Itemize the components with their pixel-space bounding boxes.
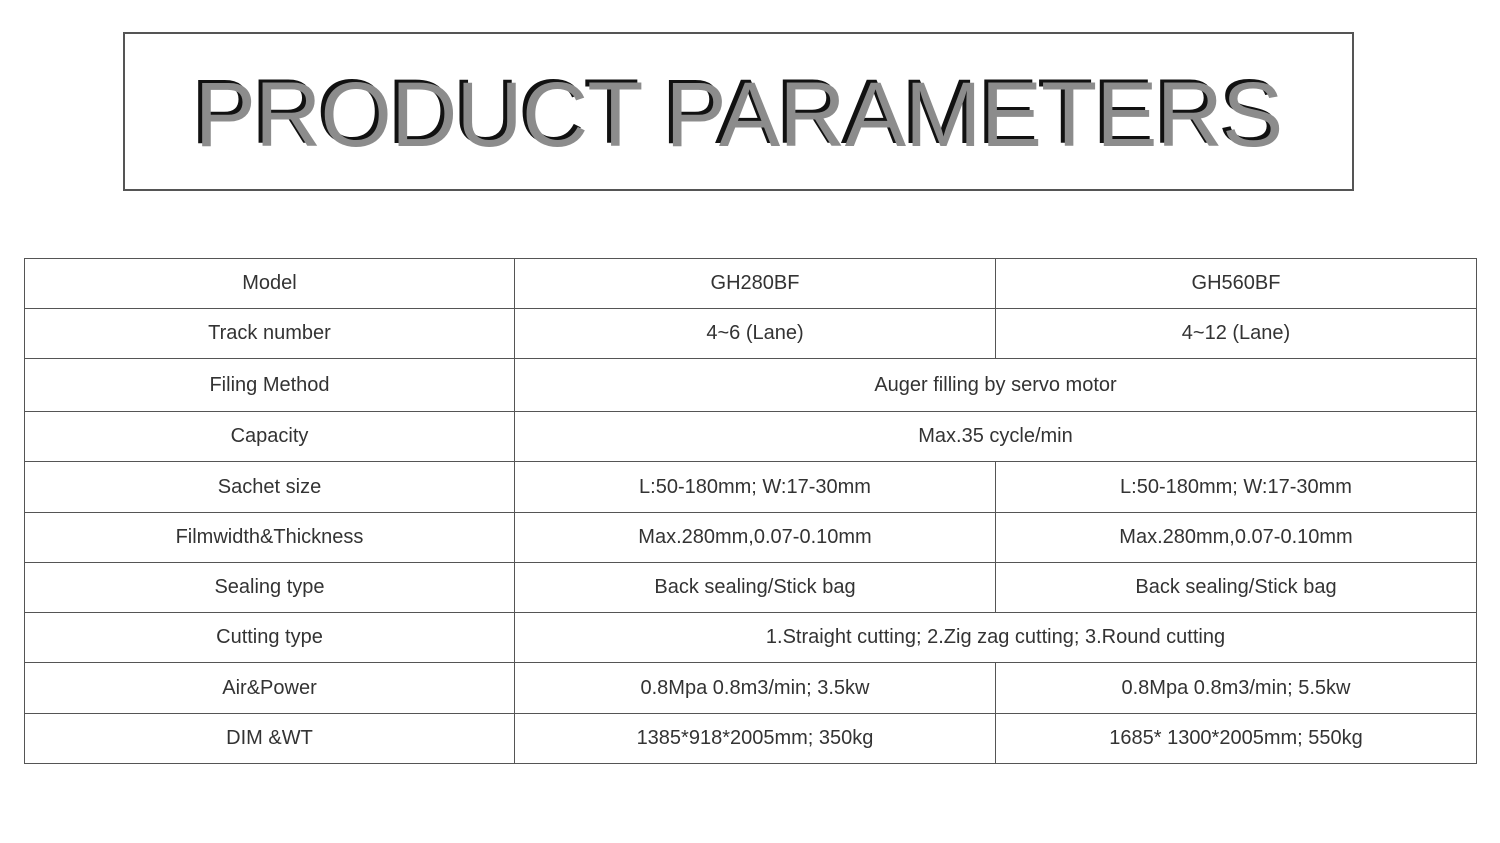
table-row-dim-wt (25, 714, 1477, 764)
cell-gh280bf: 0.8Mpa 0.8m3/min; 3.5kw (515, 663, 996, 714)
row-label: Capacity (25, 412, 515, 462)
table-row-filmwidth-thickness (25, 513, 1477, 563)
table-row-cutting-type (25, 613, 1477, 663)
cell-shared: 1.Straight cutting; 2.Zig zag cutting; 3.Round cutting (515, 613, 1477, 663)
row-label: Model (25, 259, 515, 309)
cell-gh560bf: 0.8Mpa 0.8m3/min; 5.5kw (996, 663, 1477, 714)
cell-gh560bf: GH560BF (996, 259, 1477, 309)
row-label: Sachet size (25, 462, 515, 513)
cell-gh280bf: 1385*918*2005mm; 350kg (515, 714, 996, 764)
cell-gh560bf: Back sealing/Stick bag (996, 563, 1477, 613)
cell-shared: Max.35 cycle/min (515, 412, 1477, 462)
cell-gh560bf: 4~12 (Lane) (996, 309, 1477, 359)
row-label: Cutting type (25, 613, 515, 663)
row-label: Filmwidth&Thickness (25, 513, 515, 563)
table-row-sealing-type (25, 563, 1477, 613)
page-title: PRODUCT PARAMETERS (194, 63, 1283, 166)
row-label: Track number (25, 309, 515, 359)
cell-gh560bf: L:50-180mm; W:17-30mm (996, 462, 1477, 513)
table-row-air-power (25, 663, 1477, 714)
cell-gh280bf: 4~6 (Lane) (515, 309, 996, 359)
parameters-table (24, 258, 1477, 764)
cell-gh280bf: Back sealing/Stick bag (515, 563, 996, 613)
cell-gh280bf: GH280BF (515, 259, 996, 309)
row-label: Filing Method (25, 359, 515, 412)
cell-gh560bf: Max.280mm,0.07-0.10mm (996, 513, 1477, 563)
row-label: Sealing type (25, 563, 515, 613)
row-label: DIM &WT (25, 714, 515, 764)
row-label: Air&Power (25, 663, 515, 714)
title-box (123, 32, 1354, 191)
table-row-sachet-size (25, 462, 1477, 513)
table-row-track-number (25, 309, 1477, 359)
cell-gh280bf: Max.280mm,0.07-0.10mm (515, 513, 996, 563)
cell-gh280bf: L:50-180mm; W:17-30mm (515, 462, 996, 513)
table-row-filing-method (25, 359, 1477, 412)
cell-gh560bf: 1685* 1300*2005mm; 550kg (996, 714, 1477, 764)
cell-shared: Auger filling by servo motor (515, 359, 1477, 412)
table-row-model (25, 259, 1477, 309)
table-row-capacity (25, 412, 1477, 462)
